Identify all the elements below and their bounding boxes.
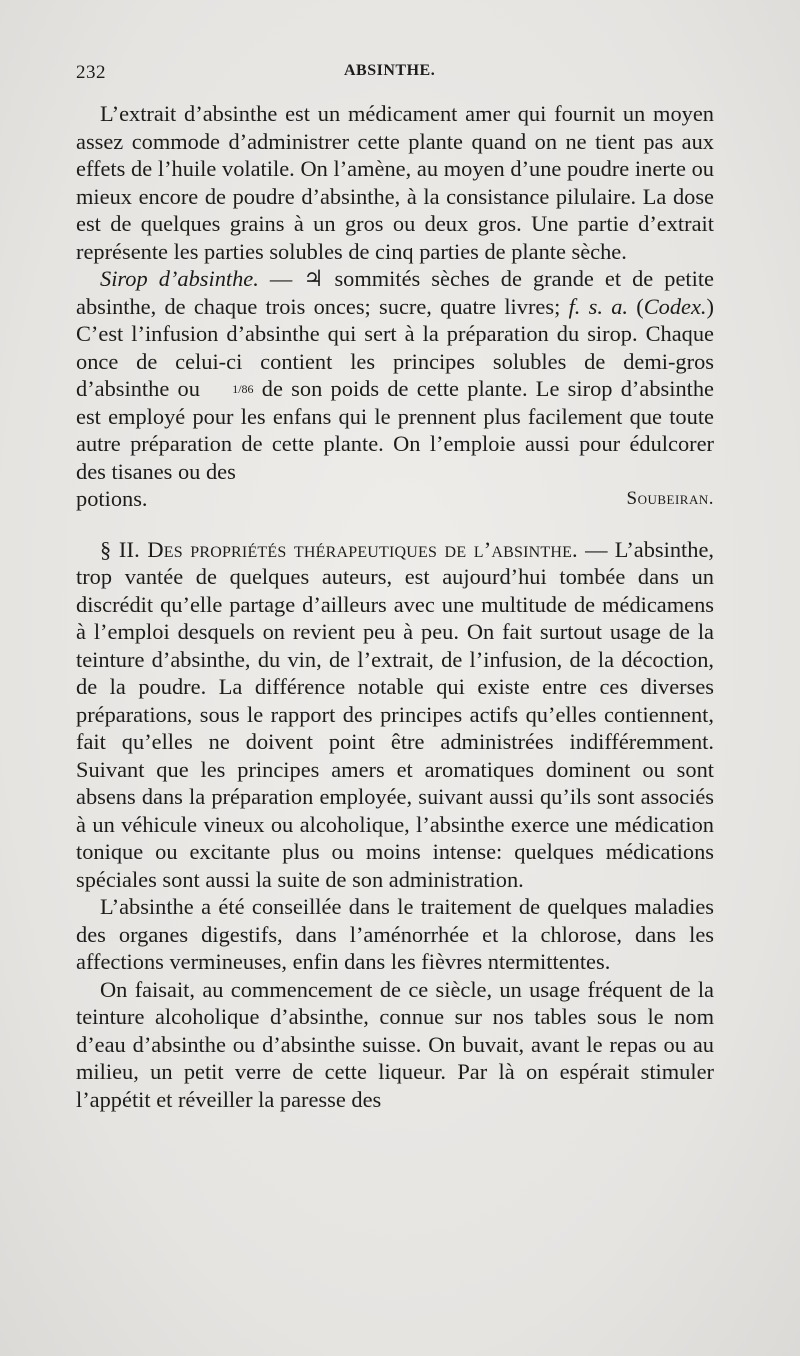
sirop-text-1: sommités sèches de grande et de petite absinthe, de chaque trois onces; sucre, quatre livres; — [76, 266, 714, 319]
paragraph-maladies: L’absinthe a été conseillée dans le traitement de quelques maladies des organes digestifs, dans l’aménorrhée et la chlorose, dans les affections vermineuses, enfin dans les fièvres ntermittentes. — [76, 894, 714, 974]
paragraph-extrait: L’extrait d’absinthe est un médicament amer qui fournit un moyen assez commode d’administrer cette plante quand on ne tient pas aux effets de l’huile volatile. On l’amène, au moyen d’une poudre inerte ou mieux encore de poudre d’absinthe, à la consistance pilulaire. La dose est de quelques grains à un gros ou deux gros. Une partie d’extrait représente les parties solubles de cinq parties de plante sèche. — [76, 101, 714, 264]
sirop-text-2: ( — [628, 293, 644, 319]
paragraph-section-ii — [76, 536, 714, 894]
running-title: ABSINTHE. — [344, 62, 436, 79]
sirop-text-3: ) C’est l’infusion d’absinthe qui sert à la préparation du sirop. Chaque once de celui-ci contient les principes solubles de demi-gros d’absinthe ou — [76, 293, 714, 401]
signature-line — [76, 485, 714, 513]
page-number: 232 — [76, 62, 106, 83]
paragraph-usage: On faisait, au commencement de ce siècle, un usage fréquent de la teinture alcoholique d’absinthe, connue sur nos tables sous le nom d’eau d’absinthe ou d’absinthe suisse. On buvait, avant le repas ou au milieu, un petit verre de cette liqueur. Par là on espérait stimuler l’appétit et réveiller la paresse des — [76, 976, 714, 1112]
paragraph-sirop — [76, 265, 714, 485]
sirop-codex: Codex. — [643, 293, 707, 319]
sirop-fsa: f. s. a. — [568, 293, 628, 319]
section-text: L’absinthe, trop vantée de quelques auteurs, est aujourd’hui tombée dans un discrédit qu’elle partage d’ailleurs avec une multitude de médicamens à l’emploi desquels on revient peu à peu. On fait surtout usage de la teinture d’absinthe, du vin, de l’extrait, de l’infusion, de la décoction, de la poudre. La différence notable qui existe entre ces diverses préparations, sous le rapport des principes actifs qu’elles contiennent, fait qu’elles ne doivent point être administrées indifféremment. Suivant que les principes amers et aromatiques dominent ou sont absens dans la préparation employée, suivant aussi qu’ils sont associés à un véhicule vineux ou alcoholique, l’absinthe exerce une médication tonique ou excitante plus ou moins intense: quelques médications spéciales sont aussi la suite de son administration. — [76, 536, 714, 892]
body-text — [76, 100, 714, 1113]
author-signature: Soubeiran. — [626, 488, 714, 509]
sirop-fraction: 1/86 — [232, 382, 254, 396]
sirop-text-4: de son poids de cette plante. Le sirop d’absinthe est employé pour les enfans qui le prennent plus facilement que toute autre préparation de cette plante. On l’emploie aussi pour édulcorer des tisanes ou des — [76, 376, 714, 484]
sirop-last-word: potions. — [76, 486, 148, 511]
section-dash: — — [577, 536, 615, 562]
sirop-dash: — — [258, 266, 304, 291]
page-header — [76, 62, 714, 86]
section-heading: § II. Des propriétés thérapeutiques de l’absinthe. — [100, 536, 578, 562]
recipe-symbol-icon: ♃ — [303, 266, 324, 291]
sirop-title: Sirop d’absinthe. — [100, 266, 259, 291]
